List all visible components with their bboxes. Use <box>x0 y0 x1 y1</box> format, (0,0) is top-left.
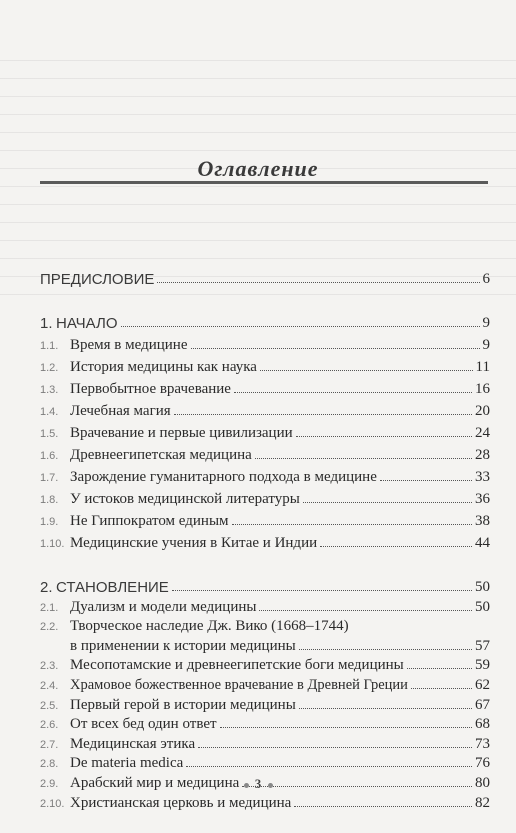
section-label: СТАНОВЛЕНИЕ <box>56 579 169 596</box>
entry-label: Первый герой в истории медицины <box>70 696 296 713</box>
entry-label: Время в медицине <box>70 337 188 353</box>
entry-label: Врачевание и первые цивилизации <box>70 425 293 441</box>
entry-label: Месопотамские и древнеегипетские боги медицины <box>70 657 404 674</box>
entry-number: 2.7. <box>40 738 59 751</box>
entry-number: 2.8. <box>40 758 59 771</box>
section-page: 9 <box>482 315 490 331</box>
entry-page: 11 <box>475 359 490 375</box>
entry-number: 1.4. <box>40 406 59 418</box>
entry-label: Христианская церковь и медицина <box>70 794 292 811</box>
page-title: Оглавление <box>197 156 319 181</box>
entry-number: 1.8. <box>40 494 59 506</box>
entry-page: 50 <box>475 598 490 615</box>
entry-label: Медицинская этика <box>70 735 196 752</box>
entry-page: 62 <box>475 677 490 693</box>
entry-page: 76 <box>475 755 490 772</box>
entry-page: 59 <box>475 657 490 674</box>
entry-number: 2.5. <box>40 699 59 712</box>
footer-dot-icon <box>244 783 249 788</box>
entry-number: 1.9. <box>40 516 59 528</box>
entry-number: 1.5. <box>40 428 59 440</box>
entry-number: 1.10. <box>40 538 65 550</box>
entry-page: 38 <box>475 513 490 529</box>
entry-label: De materia medica <box>70 755 184 772</box>
page-footer <box>0 776 516 792</box>
entry-page: 16 <box>475 381 490 397</box>
entry-label: Не Гиппократом единым <box>70 513 229 529</box>
entry-label: Первобытное врачевание <box>70 381 231 397</box>
section-number: 2. <box>40 579 53 596</box>
page-number: 3 <box>254 776 262 791</box>
entry-label: Лечебная магия <box>70 403 171 419</box>
entry-number: 2.1. <box>40 601 59 614</box>
entry-number: 2.3. <box>40 660 59 673</box>
entry-label: Творческое наследие Дж. Вико (1668–1744) <box>70 618 349 635</box>
entry-page: 9 <box>482 337 490 353</box>
entry-number: 2.2. <box>40 621 59 634</box>
entry-number: 2.6. <box>40 719 59 732</box>
entry-page: 20 <box>475 403 490 419</box>
entry-label: Арабский мир и медицина <box>70 775 240 791</box>
entry-page: 82 <box>475 794 490 811</box>
section-page: 50 <box>475 579 490 595</box>
entry-page: 24 <box>475 425 490 441</box>
entry-number: 2.10. <box>40 797 65 810</box>
entry-page: 68 <box>475 716 490 733</box>
entry-page: 6 <box>482 271 490 287</box>
entry-page: 73 <box>475 735 490 752</box>
entry-number: 2.4. <box>40 680 59 692</box>
entry-label: Дуализм и модели медицины <box>70 598 257 615</box>
entry-number: 1.2. <box>40 362 59 374</box>
entry-page: 36 <box>475 491 490 507</box>
entry-number: 1.6. <box>40 450 59 462</box>
entry-label: Древнеегипетская медицина <box>70 447 252 463</box>
entry-label: ПРЕДИСЛОВИЕ <box>40 271 155 288</box>
entry-page: 57 <box>475 637 490 654</box>
entry-page: 67 <box>475 696 490 713</box>
entry-page: 33 <box>475 469 490 485</box>
entry-page: 28 <box>475 447 490 463</box>
entry-label: От всех бед один ответ <box>70 716 217 733</box>
entry-label: У истоков медицинской литературы <box>70 491 300 507</box>
entry-label: Медицинские учения в Китае и Индии <box>70 535 318 551</box>
entry-number: 1.3. <box>40 384 59 396</box>
footer-dot-icon <box>268 783 273 788</box>
section-label: НАЧАЛО <box>56 315 118 332</box>
entry-label: Зарождение гуманитарного подхода в медицине <box>70 469 377 485</box>
section-number: 1. <box>40 315 53 332</box>
entry-label: Храмовое божественное врачевание в Древней Греции <box>70 677 408 693</box>
entry-number: 1.1. <box>40 340 59 352</box>
entry-label-line2: в применении к истории медицины <box>70 637 296 654</box>
entry-label: История медицины как наука <box>70 359 257 375</box>
entry-page: 44 <box>475 535 490 551</box>
entry-page: 80 <box>475 775 490 791</box>
entry-number: 2.9. <box>40 778 59 790</box>
entry-number: 1.7. <box>40 472 59 484</box>
